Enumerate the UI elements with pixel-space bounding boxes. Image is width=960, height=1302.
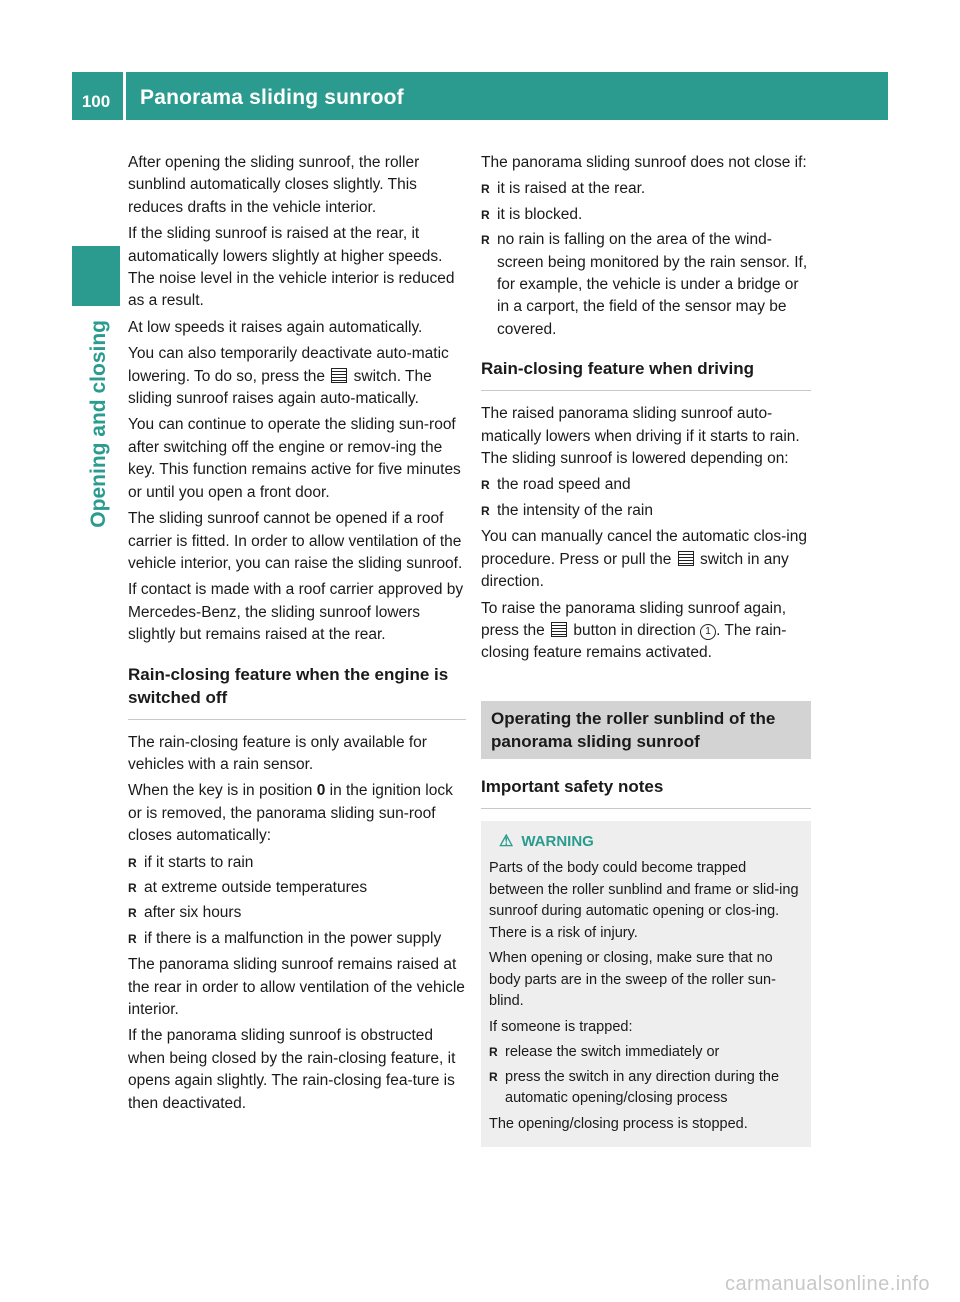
paragraph: The panorama sliding sunroof remains raised at the rear in order to allow ventilation of the vehicle interior. [128,956,465,1018]
text: To raise the panorama sliding sunroof again, press the [481,599,787,639]
side-tab [75,320,123,560]
list-item: R press the switch in any direction during the automatic opening/closing process [489,1067,803,1110]
paragraph: The rain-closing feature is only available for vehicles with a rain sensor. [128,733,427,773]
text: switch in any direction. [481,550,789,591]
left-column [128,152,466,1119]
warning-heading [489,831,803,853]
paragraph [481,598,811,665]
bullet-list [128,852,466,951]
bullet-list [481,178,811,341]
paragraph: After opening the sliding sunroof, the roller sunblind automatically closes slightly. This reduces drafts in the vehicle interior. [128,154,420,216]
list-item: R the intensity of the rain [481,500,811,522]
warning-title: WARNING [521,832,594,850]
bullet-list [489,1042,803,1110]
section-title-box: Operating the roller sunblind of the panorama sliding sunroof [481,701,811,759]
list-item: R if it starts to rain [128,852,466,874]
page-title: Panorama sliding sunroof [140,86,404,109]
warning-triangle-icon: ⚠ [499,832,514,850]
direction-1-icon: 1 [700,624,716,640]
side-tab-label: Opening and closing [87,320,110,528]
watermark: carmanualsonline.info [724,1273,930,1295]
paragraph [128,780,466,847]
paragraph: The raised panorama sliding sunroof auto-matically lowers when driving if it starts to rain. The sliding sunroof is lowered depending on: [481,405,800,468]
text: . The rain-closing feature remains activated. [481,621,787,662]
text: You can also temporarily deactivate auto-matic lowering. To do so, press the [128,345,449,385]
sunroof-switch-icon [678,551,694,566]
sunroof-switch-icon [331,368,347,383]
list-item: R it is blocked. [481,204,811,226]
paragraph: You can continue to operate the sliding sun-roof after switching off the engine or remov-ing the key. This function remains active for five minutes or until you open a front door. [128,416,461,501]
paragraph: If contact is made with a roof carrier approved by Mercedes-Benz, the sliding sunroof lowers slightly but remains raised at the rear. [128,581,464,644]
paragraph: Parts of the body could become trapped between the roller sunblind and frame or slid-ing sunroof during automatic opening or clos-ing. There is a risk of injury. [489,860,799,941]
text: You can manually cancel the automatic clos-ing procedure. Press or pull the [481,528,807,568]
section-heading-rain-closing-engine-off: Rain-closing feature when the engine is switched off [128,663,466,720]
list-item: R at extreme outside temperatures [128,877,466,899]
warning-box [481,821,811,1148]
section-heading-rain-closing-driving: Rain-closing feature when driving [481,357,811,391]
key-position: 0 [316,782,326,800]
side-tab-block [72,246,120,306]
text: When the key is in position [128,782,313,800]
paragraph: The opening/closing process is stopped. [489,1115,748,1132]
text: in the ignition lock or is removed, the panorama sliding sun-roof closes automatically: [128,782,453,845]
sunroof-switch-icon [551,622,567,637]
paragraph: If someone is trapped: [489,1018,633,1035]
list-item: R if there is a malfunction in the power supply [128,928,466,950]
paragraph [128,343,466,410]
list-item: R it is raised at the rear. [481,178,811,200]
paragraph: At low speeds it raises again automatically. [128,318,423,336]
list-item: R release the switch immediately or [489,1042,803,1064]
paragraph: The panorama sliding sunroof does not close if: [481,154,807,171]
page-number: 100 [81,92,111,111]
paragraph [481,526,811,593]
text: switch. The sliding sunroof raises again auto-matically. [128,367,432,408]
paragraph: When opening or closing, make sure that no body parts are in the sweep of the roller sun-blind. [489,950,776,1010]
list-item: R the road speed and [481,474,811,496]
paragraph: The sliding sunroof cannot be opened if a roof carrier is fitted. In order to allow ventilation of the vehicle interior, you can raise the sliding sunroof. [128,510,463,572]
paragraph: If the sliding sunroof is raised at the rear, it automatically lowers slightly at higher speeds. The noise level in the vehicle interior is reduced as a result. [128,225,455,310]
header-divider [123,72,126,120]
right-column [481,152,811,1147]
bullet-list [481,474,811,522]
paragraph: If the panorama sliding sunroof is obstructed when being closed by the rain-closing feature, it opens again slightly. The rain-closing fea-ture is then deactivated. [128,1027,456,1112]
list-item: R no rain is falling on the area of the wind-screen being monitored by the rain sensor. If, for example, the vehicle is under a bridge or in a carport, the field of the sensor may be covered. [481,229,811,341]
section-heading-safety-notes: Important safety notes [481,775,811,809]
text: button in direction [573,621,696,639]
list-item: R after six hours [128,902,466,924]
